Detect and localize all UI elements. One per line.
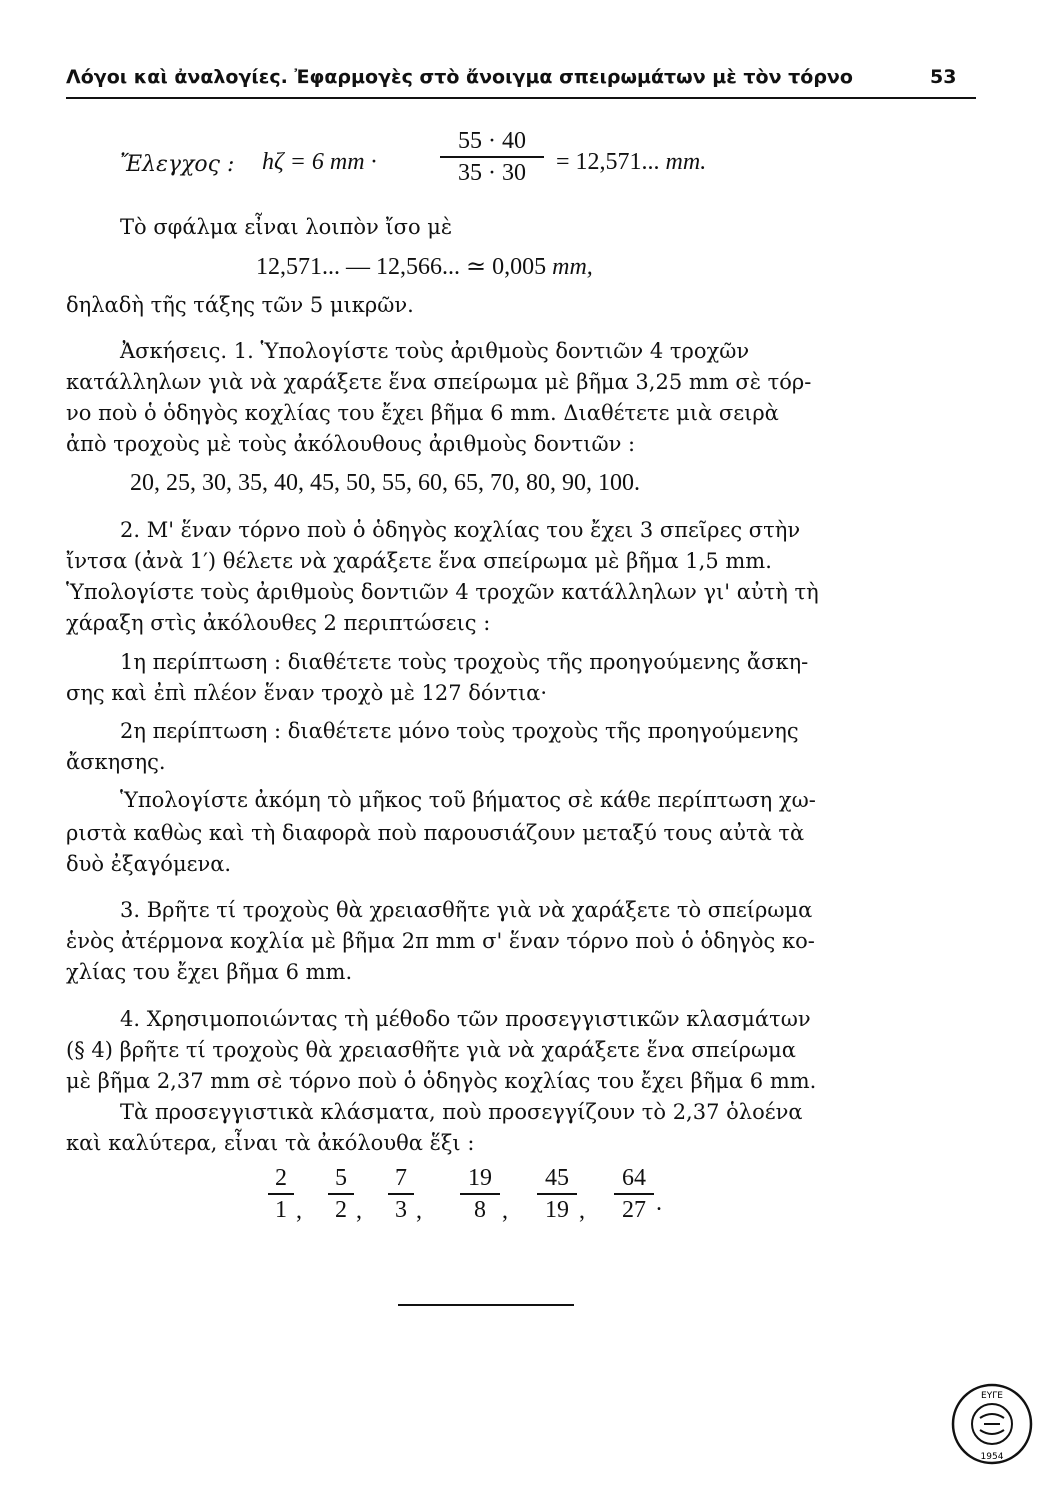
exercise-3-line-1: 3. Βρῆτε τί τροχοὺς θὰ χρειασθῆτε γιὰ νὰ χαράξετε τὸ σπείρωμα — [120, 898, 813, 922]
separator: , — [579, 1198, 585, 1224]
check-result-value: = 12,571... — [556, 149, 660, 175]
exercise-2-line-1: 2. Μ' ἕναν τόρνο ποὺ ὁ ὁδηγὸς κοχλίας του ἔχει 3 σπεῖρες στὴν — [120, 518, 801, 542]
separator: , — [502, 1198, 508, 1224]
exercise-4-line-2: (§ 4) βρῆτε τί τροχοὺς θὰ χρειασθῆτε γιὰ νὰ χαράξετε ἕνα σπείρωμα — [66, 1038, 796, 1062]
separator: , — [416, 1198, 422, 1224]
exercise-1-line-3: νο ποὺ ὁ ὁδηγὸς κοχλίας του ἔχει βῆμα 6 mm. Διαθέτετε μιὰ σειρὰ — [66, 401, 779, 425]
exercise-3-line-3: χλίας του ἔχει βῆμα 6 mm. — [66, 960, 353, 984]
check-result-unit: mm. — [665, 149, 707, 175]
exercise-3-line-2: ἑνὸς ἀτέρμονα κοχλία μὲ βῆμα 2π mm σ' ἕναν τόρνο ποὺ ὁ ὁδηγὸς κο- — [66, 929, 815, 953]
exercise-1-line-2: κατάλληλων γιὰ νὰ χαράξετε ἕνα σπείρωμα μὲ βῆμα 3,25 mm σὲ τόρ- — [66, 370, 812, 394]
error-formula-unit: mm, — [552, 254, 593, 280]
error-intro: Τὸ σφάλμα εἶναι λοιπὸν ἴσο μὲ — [120, 215, 453, 239]
page-number: 53 — [930, 66, 957, 88]
exercise-2-question-line-2: ριστὰ καθὼς καὶ τὴ διαφορὰ ποὺ παρουσιάζουν μεταξύ τους αὐτὰ τὰ — [66, 821, 805, 845]
check-formula-left: hζ = 6 mm · — [262, 149, 377, 175]
exercise-2-question-line-1: Ὑπολογίστε ἀκόμη τὸ μῆκος τοῦ βήματος σὲ κάθε περίπτωση χω- — [120, 788, 816, 812]
convergent-fraction: 2 1 — [268, 1165, 294, 1223]
check-fraction — [440, 128, 544, 186]
error-conclusion: δηλαδὴ τῆς τάξης τῶν 5 μικρῶν. — [66, 293, 414, 317]
exercise-4-line-1: 4. Χρησιμοποιώντας τὴ μέθοδο τῶν προσεγγιστικῶν κλασμάτων — [120, 1007, 811, 1031]
exercise-1-line-4: ἀπὸ τροχοὺς μὲ τοὺς ἀκόλουθους ἀριθμοὺς δοντιῶν : — [66, 432, 636, 456]
exercise-2-line-4: χάραξη στὶς ἀκόλουθες 2 περιπτώσεις : — [66, 611, 491, 635]
fraction-bar — [440, 156, 544, 158]
check-fraction-numerator: 55 · 40 — [458, 128, 526, 154]
check-fraction-denominator: 35 · 30 — [458, 160, 526, 186]
library-seal-stamp — [950, 1382, 1034, 1466]
exercise-2-case-1-line-1: 1η περίπτωση : διαθέτετε τοὺς τροχοὺς τῆς προηγούμενης ἄσκη- — [120, 650, 809, 674]
seal-year: 1954 — [980, 1452, 1004, 1462]
exercise-1-line-1: Ἀσκήσεις. 1. Ὑπολογίστε τοὺς ἀριθμοὺς δοντιῶν 4 τροχῶν — [120, 339, 750, 363]
running-header: Λόγοι καὶ ἀναλογίες. Ἐφαρμογὲς στὸ ἄνοιγμα σπειρωμάτων μὲ τὸν τόρνο — [66, 66, 853, 88]
separator: , — [296, 1198, 302, 1224]
end-period: . — [656, 1190, 662, 1216]
check-label: Ἔλεγχος : — [120, 152, 235, 177]
exercise-2-case-1-line-2: σης καὶ ἐπὶ πλέον ἕναν τροχὸ μὲ 127 δόντια· — [66, 681, 548, 705]
exercise-2-case-2-line-2: ἄσκησης. — [66, 750, 166, 774]
exercise-4-line-5: καὶ καλύτερα, εἶναι τὰ ἀκόλουθα ἕξι : — [66, 1131, 475, 1155]
convergent-fraction: 5 2 — [328, 1165, 354, 1223]
exercise-2-question-line-3: δυὸ ἐξαγόμενα. — [66, 852, 232, 876]
convergent-fraction: 64 27 — [614, 1165, 654, 1223]
convergent-fraction: 7 3 — [388, 1165, 414, 1223]
end-rule — [398, 1304, 574, 1306]
convergent-fraction: 19 8 — [460, 1165, 500, 1223]
seal-text: ΕΥΓΕ — [981, 1391, 1003, 1401]
header-rule — [66, 97, 976, 99]
check-result — [556, 149, 706, 176]
separator: , — [356, 1198, 362, 1224]
exercise-4-line-3: μὲ βῆμα 2,37 mm σὲ τόρνο ποὺ ὁ ὁδηγὸς κοχλίας του ἔχει βῆμα 6 mm. — [66, 1069, 817, 1093]
exercise-4-line-4: Τὰ προσεγγιστικὰ κλάσματα, ποὺ προσεγγίζουν τὸ 2,37 ὁλοένα — [120, 1100, 803, 1124]
error-formula-text: 12,571... — 12,566... ≃ 0,005 — [256, 254, 547, 280]
exercise-2-case-2-line-1: 2η περίπτωση : διαθέτετε μόνο τοὺς τροχοὺς τῆς προηγούμενης — [120, 719, 799, 743]
exercise-1-tooth-list: 20, 25, 30, 35, 40, 45, 50, 55, 60, 65, 70, 80, 90, 100. — [130, 470, 640, 496]
convergent-fraction: 45 19 — [537, 1165, 577, 1223]
exercise-2-line-2: ἴντσα (ἀνὰ 1′) θέλετε νὰ χαράξετε ἕνα σπείρωμα μὲ βῆμα 1,5 mm. — [66, 549, 772, 573]
error-formula — [256, 252, 593, 281]
exercise-2-line-3: Ὑπολογίστε τοὺς ἀριθμοὺς δοντιῶν 4 τροχῶν κατάλληλων γι' αὐτὴ τὴ — [66, 580, 819, 604]
